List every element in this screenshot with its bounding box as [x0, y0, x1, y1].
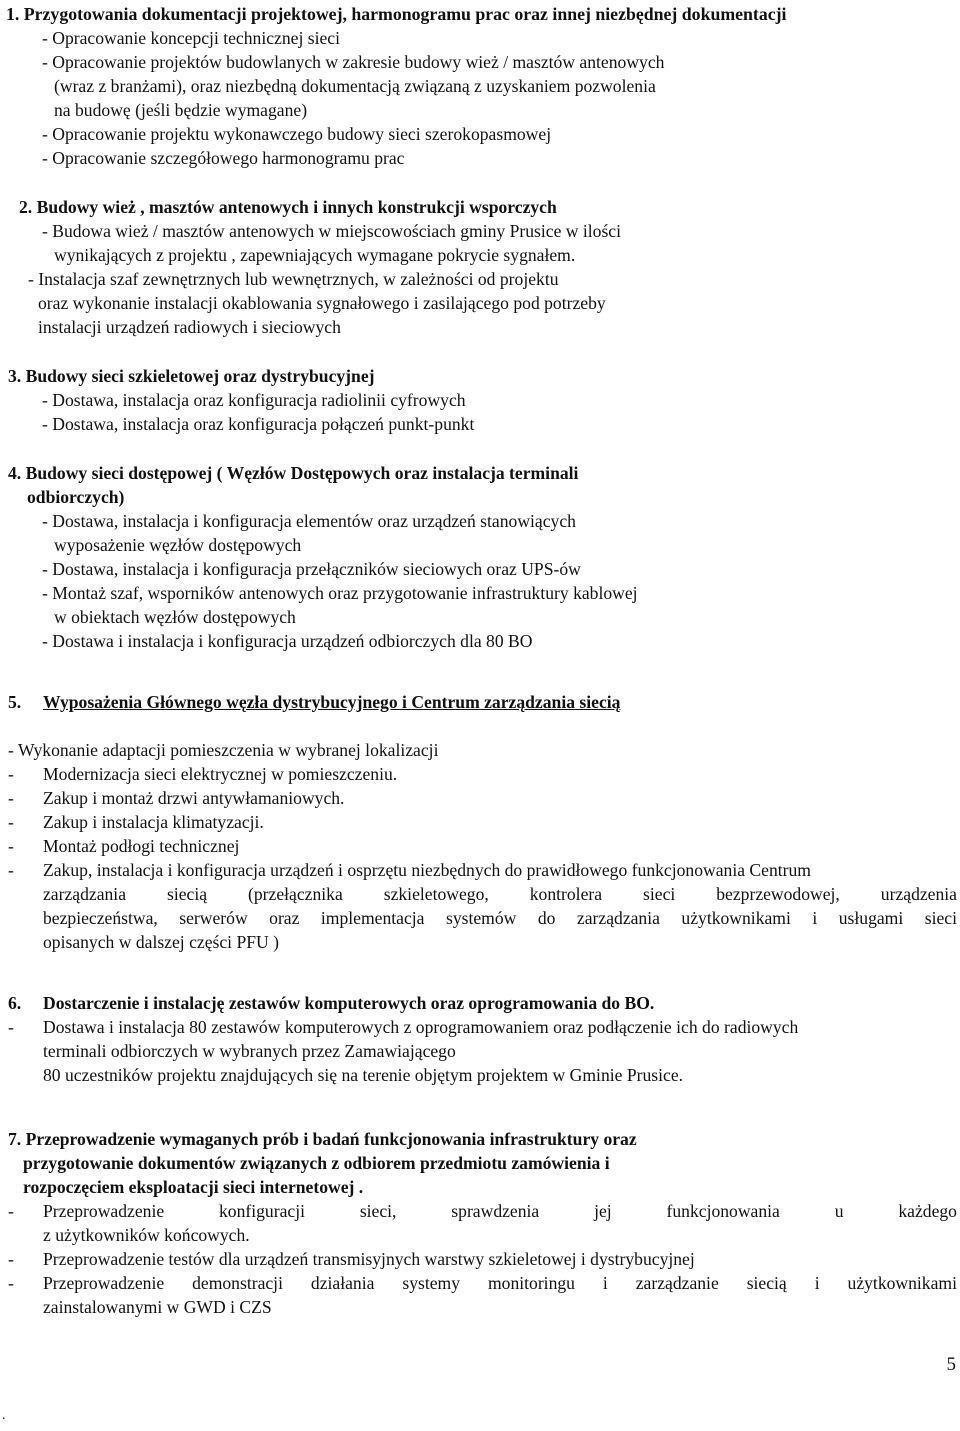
section-7-dash-1: -: [8, 1201, 14, 1221]
word: sieci,: [359, 1201, 397, 1221]
section-4-item-3: - Montaż szaf, wsporników antenowych oraz przygotowanie infrastruktury kablowej: [42, 583, 638, 603]
section-5-item-4: Zakup i instalacja klimatyzacji.: [43, 812, 264, 832]
section-1-item-3: - Opracowanie projektu wykonawczego budowy sieci szerokopasmowej: [42, 124, 552, 144]
section-6-number: 6.: [8, 993, 22, 1013]
section-2-item-2-cont-1: oraz wykonanie instalacji okablowania sygnałowego i zasilającego pod potrzeby: [38, 293, 606, 313]
section-1-heading: 1. Przygotowania dokumentacji projektowej, harmonogramu prac oraz innej niezbędnej dokumentacji: [6, 4, 787, 24]
section-4-item-1-cont: wyposażenie węzłów dostępowych: [54, 535, 302, 555]
word: konfiguracji: [218, 1201, 305, 1221]
section-5-item-6-line-4: opisanych w dalszej części PFU ): [43, 932, 279, 952]
section-7-item-1-line-2: z użytkowników końcowych.: [43, 1225, 250, 1245]
footer-mark: .: [2, 1408, 6, 1423]
section-6-dash: -: [8, 1017, 14, 1037]
section-5-item-1: - Wykonanie adaptacji pomieszczenia w wybranej lokalizacji: [8, 740, 439, 760]
word: u: [834, 1201, 844, 1221]
section-6-heading: Dostarczenie i instalację zestawów komputerowych oraz oprogramowania do BO.: [43, 993, 655, 1013]
section-1-item-2-cont-2: na budowę (jeśli będzie wymagane): [54, 100, 308, 120]
section-5-item-5: Montaż podłogi technicznej: [43, 836, 240, 856]
section-4-item-2: - Dostawa, instalacja i konfiguracja przełączników sieciowych oraz UPS-ów: [42, 559, 581, 579]
section-5-dash-4: -: [8, 812, 14, 832]
section-7-item-1-line-1: [43, 1199, 957, 1223]
page-number: 5: [946, 1354, 956, 1375]
section-5-item-3: Zakup i montaż drzwi antywłamaniowych.: [43, 788, 345, 808]
section-7-heading-line-3: rozpoczęciem eksploatacji sieci internetowej .: [23, 1177, 364, 1197]
section-4-item-4: - Dostawa i instalacja i konfiguracja urządzeń odbiorczych dla 80 BO: [42, 631, 533, 651]
section-4-heading-line-2: odbiorczych): [27, 487, 125, 507]
section-5-item-6-line-1: Zakup, instalacja i konfiguracja urządzeń i osprzętu niezbędnych do prawidłowego funkcjonowania Centrum: [43, 860, 811, 880]
word: Przeprowadzenie: [43, 1201, 165, 1221]
section-2-heading: 2. Budowy wież , masztów antenowych i innych konstrukcji wsporczych: [19, 197, 557, 217]
section-7-dash-2: -: [8, 1249, 14, 1269]
word: sprawdzenia: [451, 1201, 540, 1221]
section-2-item-2-cont-2: instalacji urządzeń radiowych i sieciowych: [38, 317, 341, 337]
section-2-item-1-cont: wynikających z projektu , zapewniających wymagane pokrycie sygnałem.: [54, 245, 576, 265]
section-2-item-1: - Budowa wież / masztów antenowych w miejscowościach gminy Prusice w ilości: [42, 221, 621, 241]
section-7-dash-3: -: [8, 1273, 14, 1293]
section-4-heading-line-1: 4. Budowy sieci dostępowej ( Węzłów Dostępowych oraz instalacja terminali: [8, 463, 579, 483]
section-4-item-3-cont: w obiektach węzłów dostępowych: [54, 607, 296, 627]
section-2-item-2: - Instalacja szaf zewnętrznych lub wewnętrznych, w zależności od projektu: [28, 269, 559, 289]
section-6-item-line-1: Dostawa i instalacja 80 zestawów komputerowych z oprogramowaniem oraz podłączenie ich do radiowych: [43, 1017, 799, 1037]
section-4-item-1: - Dostawa, instalacja i konfiguracja elementów oraz urządzeń stanowiących: [42, 511, 576, 531]
section-3-item-1: - Dostawa, instalacja oraz konfiguracja radiolinii cyfrowych: [42, 390, 466, 410]
word: każdego: [898, 1201, 957, 1221]
section-7-item-3-line-2: zainstalowanymi w GWD i CZS: [43, 1297, 272, 1317]
section-7-heading-line-2: przygotowanie dokumentów związanych z odbiorem przedmiotu zamówienia i: [23, 1153, 610, 1173]
section-3-heading: 3. Budowy sieci szkieletowej oraz dystrybucyjnej: [8, 366, 375, 386]
section-1-item-1: - Opracowanie koncepcji technicznej sieci: [42, 28, 340, 48]
section-1-item-4: - Opracowanie szczegółowego harmonogramu prac: [42, 148, 405, 168]
section-7-heading-line-1: 7. Przeprowadzenie wymaganych prób i badań funkcjonowania infrastruktury oraz: [8, 1129, 637, 1149]
section-3-item-2: - Dostawa, instalacja oraz konfiguracja połączeń punkt-punkt: [42, 414, 475, 434]
section-5-heading: Wyposażenia Głównego węzła dystrybucyjnego i Centrum zarządzania siecią: [43, 692, 621, 712]
section-5-dash-2: -: [8, 764, 14, 784]
section-6-item-line-3: 80 uczestników projektu znajdujących się na terenie objętym projektem w Gminie Prusice.: [43, 1065, 684, 1085]
section-5-dash-6: -: [8, 860, 14, 880]
section-5-item-6-line-2: zarządzania siecią (przełącznika szkieletowego, kontrolera sieci bezprzewodowej, urządzenia: [43, 884, 957, 904]
section-5-number: 5.: [8, 692, 22, 712]
section-7-item-3-line-1: Przeprowadzenie demonstracji działania systemy monitoringu i zarządzanie siecią i użytkownikami: [43, 1273, 957, 1293]
section-6-item-line-2: terminali odbiorczych w wybranych przez Zamawiającego: [43, 1041, 456, 1061]
section-5-item-2: Modernizacja sieci elektrycznej w pomieszczeniu.: [43, 764, 398, 784]
section-5-item-6-line-3: bezpieczeństwa, serwerów oraz implementacja systemów do zarządzania użytkownikami i usługami sieci: [43, 908, 957, 928]
section-5-dash-5: -: [8, 836, 14, 856]
section-5-dash-3: -: [8, 788, 14, 808]
word: jej: [594, 1201, 612, 1221]
section-1-item-2-cont-1: (wraz z branżami), oraz niezbędną dokumentacją związaną z uzyskaniem pozwolenia: [54, 76, 656, 96]
section-7-item-2: Przeprowadzenie testów dla urządzeń transmisyjnych warstwy szkieletowej i dystrybucyjnej: [43, 1249, 695, 1269]
section-1-item-2: - Opracowanie projektów budowlanych w zakresie budowy wież / masztów antenowych: [42, 52, 665, 72]
word: funkcjonowania: [666, 1201, 780, 1221]
